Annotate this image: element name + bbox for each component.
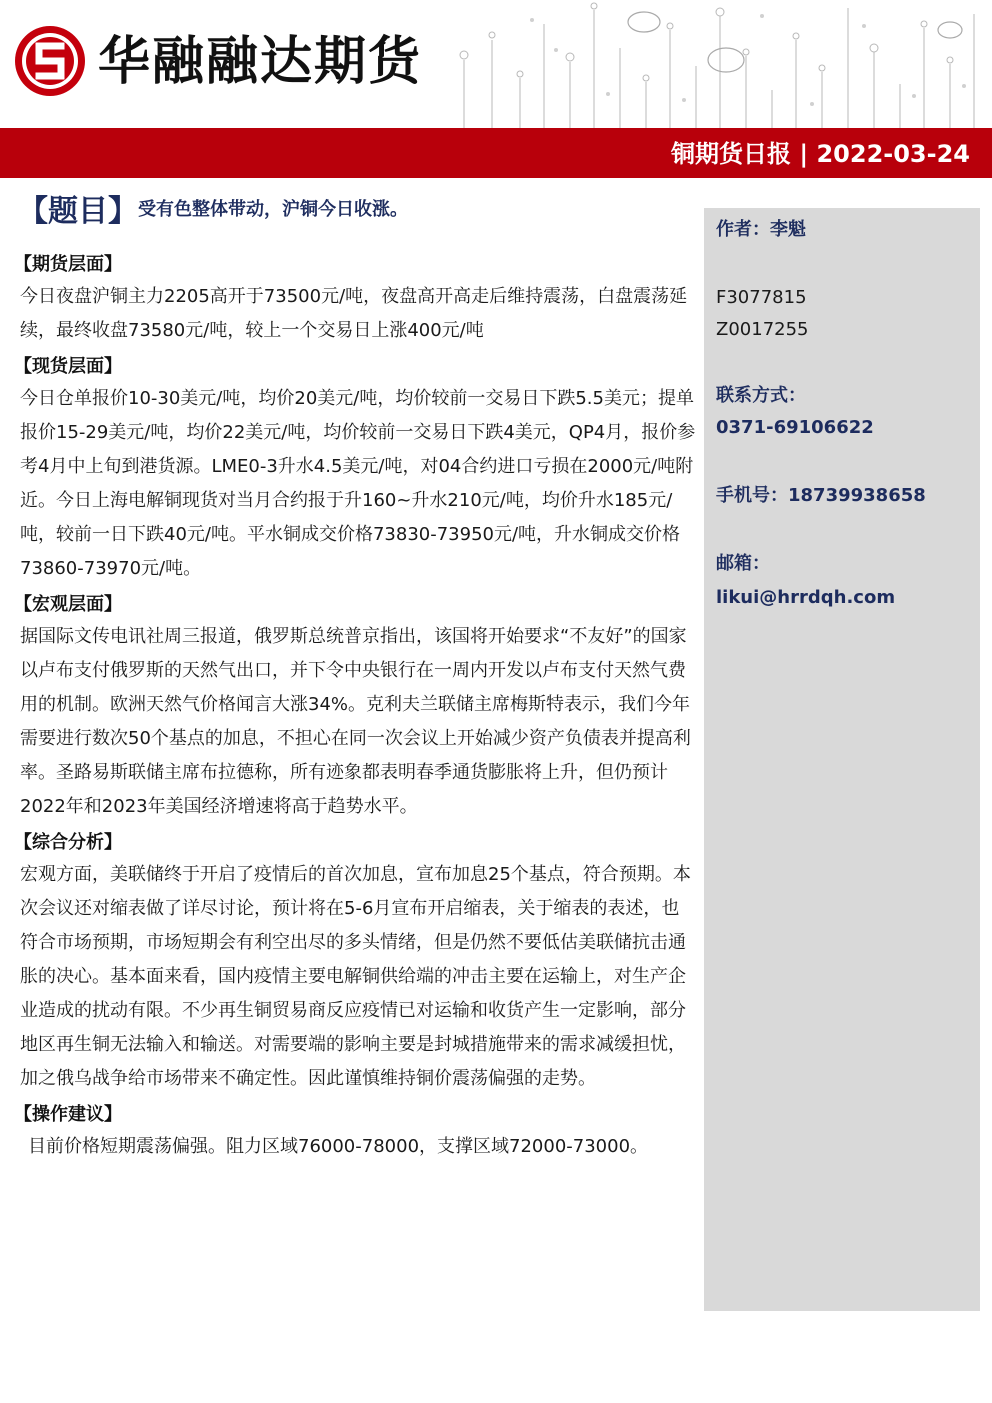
author-name: 作者：李魁 — [716, 219, 806, 240]
page-header — [0, 0, 992, 128]
mobile-number: 手机号：18739938658 — [716, 485, 926, 506]
section-text-advice: 目前价格短期震荡偏强。阻力区域76000-78000，支撑区域72000-73000。 — [28, 1136, 649, 1157]
brand-name: 华融融达期货 — [98, 32, 423, 92]
section-heading-futures: 【期货层面】 — [14, 254, 122, 275]
section-heading-advice: 【操作建议】 — [14, 1104, 122, 1125]
license-number-investment: Z0017255 — [716, 319, 809, 340]
section-text-spot: 今日仓单报价10-30美元/吨，均价20美元/吨，均价较前一交易日下跌5.5美元；提单报价15-29美元/吨，均价22美元/吨，均价较前一交易日下跌4美元，QP4月，报价参考4月中上旬到港货源。LME0-3升水4.5美元/吨，对04合约进口亏损在2000元/吨附近。今日上海电解铜现货对当月合约报于升160~升水210元/吨，均价升水185元/吨，较前一日下跌40元/吨。平水铜成交价格73830-73950元/吨，升水铜成交价格73860-73970元/吨。 — [20, 388, 696, 579]
report-body — [14, 250, 696, 1168]
section-heading-analysis: 【综合分析】 — [14, 832, 122, 853]
section-text-analysis: 宏观方面，美联储终于开启了疫情后的首次加息，宣布加息25个基点，符合预期。本次会议还对缩表做了详尽讨论，预计将在5-6月宣布开启缩表，关于缩表的表述，也符合市场预期，市场短期会有利空出尽的多头情绪，但是仍然不要低估美联储抗击通胀的决心。基本面来看，国内疫情主要电解铜供给端的冲击主要在运输上，对生产企业造成的扰动有限。不少再生铜贸易商反应疫情已对运输和收货产生一定影响，部分地区再生铜无法输入和输送。对需要端的影响主要是封城措施带来的需求减缓担忧，加之俄乌战争给市场带来不确定性。因此谨慎维持铜价震荡偏强的走势。 — [20, 864, 691, 1089]
email-address: likui@hrrdqh.com — [716, 587, 896, 608]
email-label: 邮箱： — [716, 553, 770, 574]
license-number-futures: F3077815 — [716, 287, 807, 308]
section-text-futures: 今日夜盘沪铜主力2205高开于73500元/吨，夜盘高开高走后维持震荡，白盘震荡延续，最终收盘73580元/吨，较上一个交易日上涨400元/吨 — [20, 286, 688, 341]
topic-label: 【题目】 — [18, 194, 138, 229]
topic-line — [18, 186, 408, 230]
section-text-macro: 据国际文传电讯社周三报道，俄罗斯总统普京指出，该国将开始要求“不友好”的国家以卢布支付俄罗斯的天然气出口，并下令中央银行在一周内开发以卢布支付天然气费用的机制。欧洲天然气价格闻言大涨34%。克利夫兰联储主席梅斯特表示，我们今年需要进行数次50个基点的加息，不担心在同一次会议上开始减少资产负债表并提高利率。圣路易斯联储主席布拉德称，所有迹象都表明春季通货膨胀将上升，但仍预计2022年和2023年美国经济增速将高于趋势水平。 — [20, 626, 691, 817]
section-heading-spot: 【现货层面】 — [14, 356, 122, 377]
report-title: 铜期货日报 | 2022-03-24 — [671, 140, 970, 168]
contact-label: 联系方式： — [716, 385, 806, 406]
company-logo-icon — [13, 24, 87, 98]
decorative-lines-graphic — [444, 0, 992, 128]
author-sidebar — [704, 208, 980, 1311]
topic-text: 受有色整体带动，沪铜今日收涨。 — [138, 199, 408, 220]
contact-phone: 0371-69106622 — [716, 417, 874, 438]
section-heading-macro: 【宏观层面】 — [14, 594, 122, 615]
